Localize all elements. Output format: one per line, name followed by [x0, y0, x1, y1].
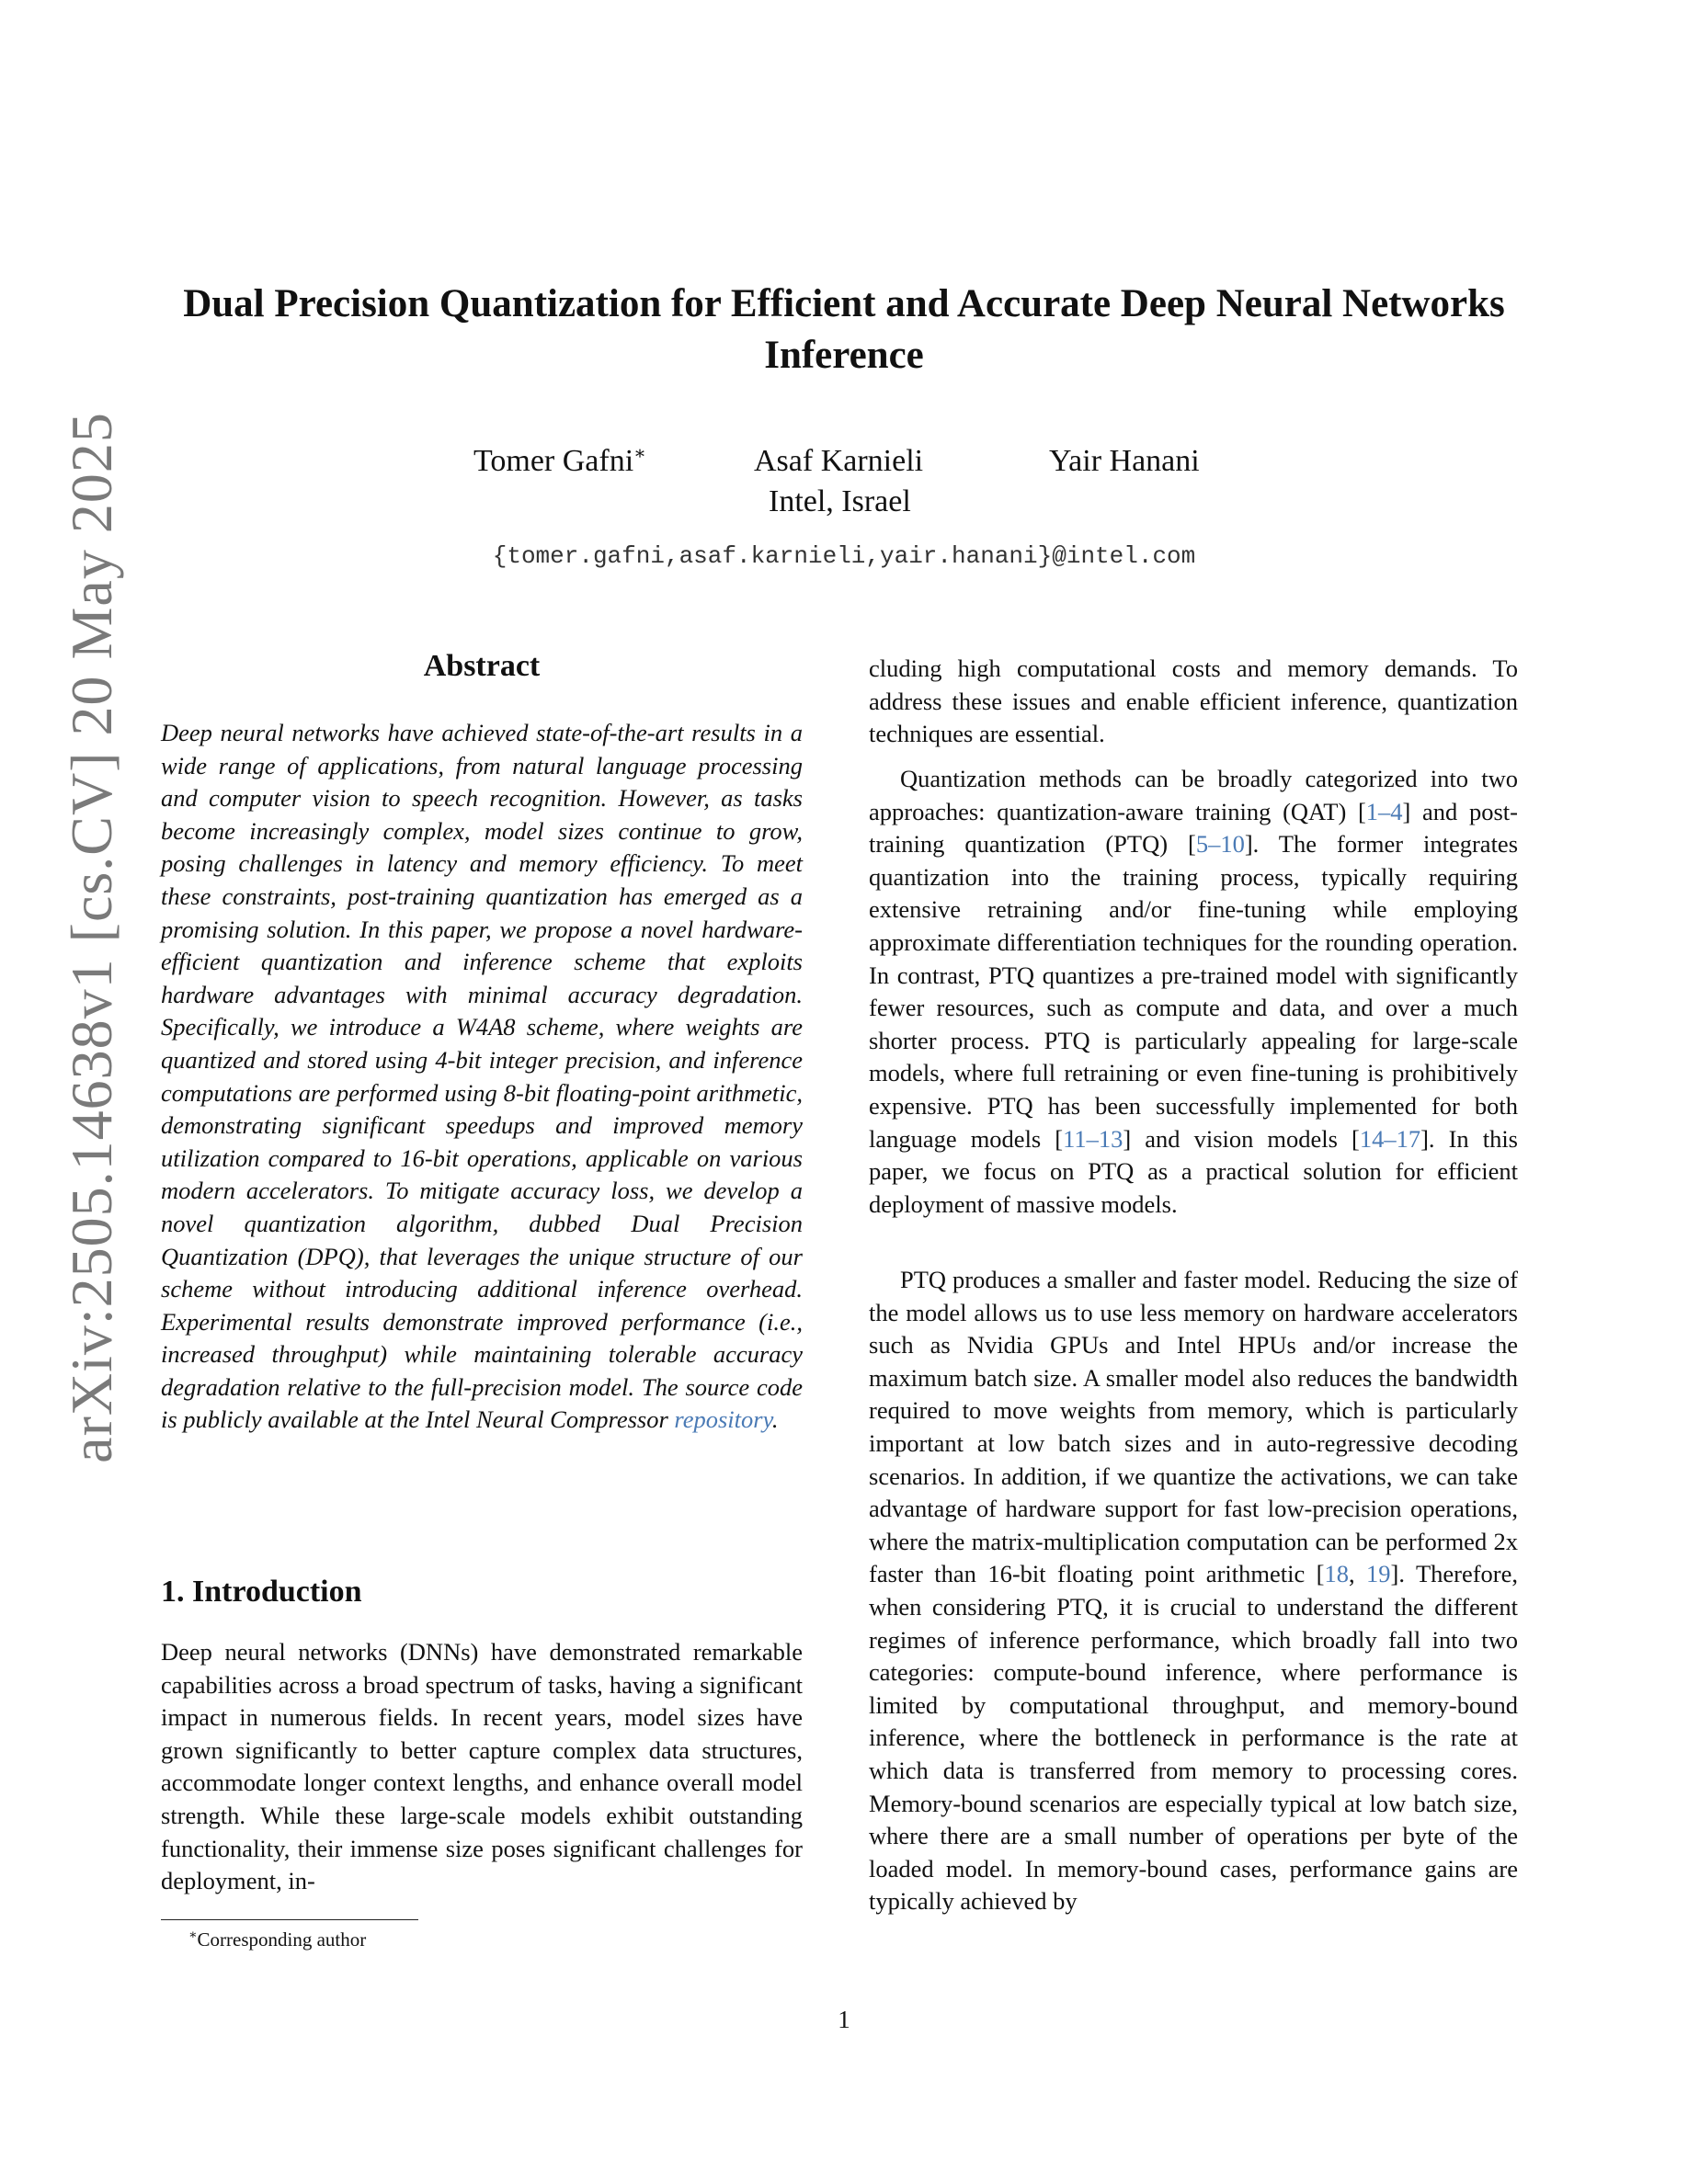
footnote-divider — [161, 1919, 418, 1920]
right-paragraph-1: cluding high computational costs and memory demands. To address these issues and enable efficient inference, quantization techniques are essential. — [869, 654, 1518, 748]
p2-text-3: ]. The former integrates quantization into the training process, typically requiring extensive retraining and/or fine-tuning while employing approximate differentiation techniques for the rounding operation. In contrast, PTQ quantizes a pre-trained model with significantly fewer resources, such as compute and data, and over a much shorter process. PTQ is particularly appealing for large-scale models, where full retraining or even fine-tuning is prohibitively expensive. PTQ has been successfully implemented for both language models [ — [869, 830, 1519, 1153]
footnote-text: Corresponding author — [197, 1928, 367, 1951]
arxiv-sidebar-stamp: arXiv:2505.14638v1 [cs.CV] 20 May 2025 — [59, 412, 124, 1463]
page-number: 1 — [838, 2006, 850, 2033]
abstract-heading: Abstract — [423, 649, 541, 683]
abstract-text: Deep neural networks have achieved state-of-the-art results in a wide range of applications, from natural language processing and computer vision to speech recognition. However, as tasks become increasingly complex, model sizes continue to grow, posing challenges in latency and memory efficiency. To meet these constraints, post-training quantization has emerged as a promising solution. In this paper, we propose a novel hardware-efficient quantization and inference scheme that exploits hardware advantages with minimal accuracy degradation. Specifically, we introduce a W4A8 scheme, where weights are quantized and stored using 4-bit integer precision, and inference computations are performed using 8-bit floating-point arithmetic, demonstrating significant speedups and improved memory utilization compared to 16-bit operations, applicable on various modern accelerators. To mitigate accuracy loss, we develop a novel quantization algorithm, dubbed Dual Precision Quantization (DPQ), that leverages the unique structure of our scheme without introducing additional inference overhead. Experimental results demonstrate improved performance (i.e., increased throughput) while maintaining tolerable accuracy degradation relative to the full-precision model. The source code is publicly available at the Intel Neural Compressor — [161, 719, 803, 1434]
intro-paragraph-1: Deep neural networks (DNNs) have demonstrated remarkable capabilities across a broad spectrum of tasks, having a significant impact in numerous fields. In recent years, model sizes have grown significantly to better capture complex data structures, accommodate longer context lengths, and enhance overall model strength. While these large-scale models exhibit outstanding functionality, their immense size poses significant challenges for deployment, in- — [161, 1638, 803, 1895]
citation-link[interactable]: 19 — [1366, 1560, 1391, 1588]
author-2: Asaf Karnieli — [754, 444, 924, 478]
repository-link[interactable]: repository — [674, 1405, 772, 1434]
p2-text-5: ]. In this paper, we focus on PTQ as a practical solution for efficient deployment of massive models. — [869, 1124, 1518, 1218]
footnote — [188, 1928, 366, 1951]
author-3: Yair Hanani — [1049, 444, 1200, 478]
citation-separator: , — [1348, 1560, 1367, 1588]
p2-text-4: ] and vision models [ — [1123, 1124, 1360, 1153]
p3-text-1: PTQ produces a smaller and faster model. Reducing the size of the model allows us to use less memory on hardware accelerators such as Nvidia GPUs and Intel HPUs and/or increase the maximum batch size. A smaller model also reduces the bandwidth required to move weights from memory, which is particularly important at low batch sizes and in auto-regressive decoding scenarios. In addition, if we quantize the activations, we can take advantage of hardware support for fast low-precision operations, where the matrix-multiplication computation can be performed 2x faster than 16-bit floating point arithmetic [ — [869, 1266, 1518, 1588]
author-emails: {tomer.gafni,asaf.karnieli,yair.hanani}@intel.com — [492, 542, 1196, 570]
affiliation: Intel, Israel — [769, 484, 911, 518]
right-paragraph-3 — [869, 1264, 1518, 1918]
introduction-heading: 1. Introduction — [161, 1575, 362, 1609]
author-1-footnote-mark: ∗ — [633, 443, 646, 464]
citation-link[interactable]: 5–10 — [1195, 830, 1245, 859]
footnote-mark: ∗ — [188, 1928, 198, 1942]
citation-link[interactable]: 11–13 — [1063, 1124, 1123, 1153]
citation-link[interactable]: 18 — [1324, 1560, 1349, 1588]
p2-text-2: ] and post-training quantization (PTQ) [ — [869, 797, 1518, 859]
p3-text-2: ]. Therefore, when considering PTQ, it is crucial to understand the different regimes of inference performance, which broadly fall into two categories: compute-bound inference, where performance is limited by computational throughput, and memory-bound inference, where the bottleneck in performance is the rate at which data is transferred from memory to processing cores. Memory-bound scenarios are especially typical at low batch size, where there are a small number of operations per byte of the loaded model. In memory-bound cases, performance gains are typically achieved by — [869, 1560, 1519, 1916]
right-paragraph-2 — [869, 763, 1518, 1221]
abstract-body — [161, 717, 803, 1437]
author-1-name: Tomer Gafni — [473, 444, 634, 478]
citation-link[interactable]: 14–17 — [1359, 1124, 1421, 1153]
author-1 — [473, 441, 646, 482]
abstract-end: . — [771, 1405, 779, 1434]
p2-text-1: Quantization methods can be broadly categorized into two approaches: quantization-aware training (QAT) [ — [869, 765, 1518, 825]
citation-link[interactable]: 1–4 — [1365, 797, 1403, 825]
paper-title: Dual Precision Quantization for Efficient and Accurate Deep Neural Networks Inference — [183, 282, 1505, 377]
